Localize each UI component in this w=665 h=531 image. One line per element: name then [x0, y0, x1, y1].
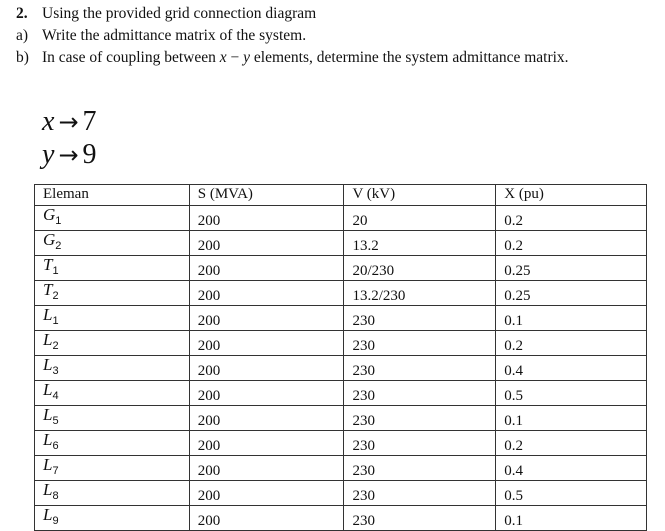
- table-row: [35, 505, 647, 530]
- element-symbol: L: [43, 479, 53, 499]
- mapping-value: 9: [82, 139, 97, 170]
- element-name: [35, 380, 190, 405]
- header-element: Eleman: [35, 185, 190, 206]
- cell-x: 0.1: [496, 305, 647, 330]
- element-index: 7: [52, 464, 59, 477]
- cell-x: 0.2: [496, 430, 647, 455]
- question-number: 2.: [16, 5, 28, 22]
- table-row: [35, 380, 647, 405]
- table-row: [35, 355, 647, 380]
- element-index: 6: [52, 439, 59, 452]
- cell-s: 200: [189, 255, 344, 280]
- cell-s: 200: [189, 430, 344, 455]
- part-a-label: a): [16, 27, 29, 44]
- element-symbol: L: [43, 354, 53, 374]
- header-x: X (pu): [496, 185, 647, 206]
- cell-v: 13.2/230: [344, 280, 496, 305]
- part-b-x: x: [219, 49, 227, 66]
- element-index: 5: [52, 414, 59, 427]
- table-row: [35, 230, 647, 255]
- cell-v: 230: [344, 330, 496, 355]
- element-name: [35, 505, 190, 530]
- cell-x: 0.4: [496, 355, 647, 380]
- element-index: 3: [52, 364, 59, 377]
- element-index: 2: [52, 339, 59, 352]
- cell-v: 230: [344, 430, 496, 455]
- arrow-icon: →: [58, 141, 79, 169]
- part-b-dash: −: [226, 49, 244, 66]
- cell-s: 200: [189, 205, 344, 230]
- element-symbol: L: [43, 404, 53, 424]
- element-index: 2: [52, 289, 59, 302]
- table-row: [35, 280, 647, 305]
- cell-s: 200: [189, 355, 344, 380]
- element-name: [35, 280, 190, 305]
- cell-v: 230: [344, 505, 496, 530]
- part-a-text: Write the admittance matrix of the system.: [42, 27, 307, 44]
- part-b-label: b): [16, 49, 29, 66]
- cell-v: 20/230: [344, 255, 496, 280]
- element-name: [35, 405, 190, 430]
- cell-x: 0.25: [496, 255, 647, 280]
- cell-s: 200: [189, 405, 344, 430]
- element-name: [35, 480, 190, 505]
- mapping-x: [42, 107, 97, 137]
- header-v: V (kV): [344, 185, 496, 206]
- cell-s: 200: [189, 505, 344, 530]
- element-symbol: L: [43, 379, 53, 399]
- element-name: [35, 205, 190, 230]
- element-name: [35, 305, 190, 330]
- question-heading: [16, 5, 316, 23]
- element-name: [35, 230, 190, 255]
- cell-v: 230: [344, 355, 496, 380]
- element-name: [35, 330, 190, 355]
- cell-x: 0.5: [496, 380, 647, 405]
- element-index: 8: [52, 489, 59, 502]
- part-b-y: y: [243, 49, 251, 66]
- cell-v: 230: [344, 405, 496, 430]
- table-header-row: [35, 185, 647, 206]
- element-symbol: T: [43, 254, 53, 274]
- mapping-y: [42, 140, 97, 170]
- table-row: [35, 430, 647, 455]
- element-symbol: L: [43, 304, 53, 324]
- element-table: [34, 184, 647, 531]
- cell-x: 0.5: [496, 480, 647, 505]
- cell-v: 230: [344, 480, 496, 505]
- header-s: S (MVA): [189, 185, 344, 206]
- element-index: 1: [52, 264, 59, 277]
- element-index: 9: [52, 514, 59, 527]
- element-name: [35, 255, 190, 280]
- mapping-var: x: [42, 106, 55, 137]
- cell-v: 20: [344, 205, 496, 230]
- part-b-text-post: elements, determine the system admittance matrix.: [250, 49, 569, 66]
- table-row: [35, 455, 647, 480]
- table-row: [35, 405, 647, 430]
- element-index: 1: [55, 214, 62, 227]
- cell-x: 0.1: [496, 505, 647, 530]
- cell-x: 0.2: [496, 330, 647, 355]
- cell-v: 230: [344, 380, 496, 405]
- arrow-icon: →: [58, 108, 79, 136]
- table-row: [35, 305, 647, 330]
- element-symbol: L: [43, 429, 53, 449]
- cell-v: 230: [344, 305, 496, 330]
- question-text: Using the provided grid connection diagram: [42, 5, 317, 22]
- cell-s: 200: [189, 455, 344, 480]
- part-b-text-pre: In case of coupling between: [42, 49, 220, 66]
- part-b: [16, 49, 569, 67]
- cell-x: 0.25: [496, 280, 647, 305]
- element-name: [35, 355, 190, 380]
- cell-s: 200: [189, 280, 344, 305]
- cell-v: 13.2: [344, 230, 496, 255]
- mapping-var: y: [42, 139, 55, 170]
- element-symbol: L: [43, 329, 53, 349]
- element-symbol: G: [43, 229, 56, 249]
- element-name: [35, 455, 190, 480]
- cell-v: 230: [344, 455, 496, 480]
- table-row: [35, 480, 647, 505]
- cell-s: 200: [189, 305, 344, 330]
- element-symbol: L: [43, 504, 53, 524]
- table-row: [35, 255, 647, 280]
- element-symbol: T: [43, 279, 53, 299]
- element-name: [35, 430, 190, 455]
- cell-s: 200: [189, 480, 344, 505]
- cell-s: 200: [189, 380, 344, 405]
- element-symbol: L: [43, 454, 53, 474]
- cell-x: 0.2: [496, 205, 647, 230]
- cell-x: 0.1: [496, 405, 647, 430]
- element-symbol: G: [43, 204, 56, 224]
- cell-x: 0.4: [496, 455, 647, 480]
- element-index: 2: [55, 239, 62, 252]
- part-a: [16, 27, 306, 45]
- table-row: [35, 205, 647, 230]
- mapping-value: 7: [82, 106, 97, 137]
- table-row: [35, 330, 647, 355]
- element-index: 1: [52, 314, 59, 327]
- element-index: 4: [52, 389, 59, 402]
- cell-x: 0.2: [496, 230, 647, 255]
- cell-s: 200: [189, 330, 344, 355]
- cell-s: 200: [189, 230, 344, 255]
